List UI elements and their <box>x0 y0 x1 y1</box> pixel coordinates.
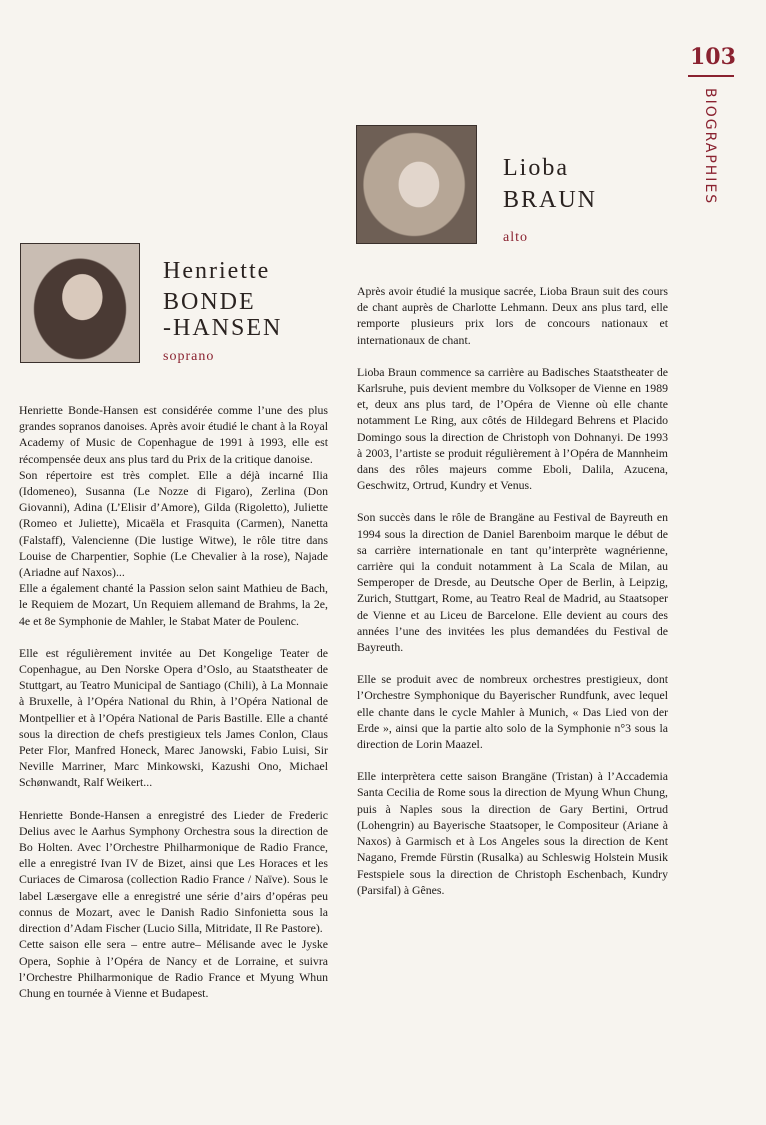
biography-henriette <box>19 402 328 1001</box>
page-number-rule <box>688 75 734 77</box>
portrait-lioba <box>356 125 477 244</box>
artist-last-name <box>163 289 282 341</box>
portrait-henriette <box>20 243 140 363</box>
artist-first-name: Lioba <box>503 155 569 181</box>
bio-paragraph: Henriette Bonde-Hansen est considérée comme l’une des plus grandes sopranos danoises. Après avoir étudié le chant à la Royal Academy of Music de Copenhague de 1991 à 1993, elle est récompensée deux ans plus tard du Prix de la critique danoise. <box>19 403 328 466</box>
bio-paragraph: Elle a également chanté la Passion selon saint Mathieu de Bach, le Requiem de Mozart, Un Requiem allemand de Brahms, la 2e, 4e et 8e Symphonie de Mahler, le Stabat Mater de Poulenc. <box>19 581 328 628</box>
bio-paragraph: Cette saison elle sera – entre autre– Mélisande avec le Jyske Opera, Sophie à l’Opéra de Nancy et de Lorraine, et suivra l’Orchestre Philharmonique de Radio France et Myung Whun Chung en tournée à Vienne et Budapest. <box>19 937 328 1000</box>
bio-paragraph: Son répertoire est très complet. Elle a déjà incarné Ilia (Idomeneo), Susanna (Le Nozze di Figaro), Zerlina (Don Giovanni), Adina (L’Elisir d’Amore), Gilda (Rigoletto), Juliette (Romeo et Juliette), Micaëla et Frasquita (Carmen), Nanetta (Falstaff), Valencienne (Die lustige Witwe), le rôle titre dans Louise de Charpentier, Sophie (Le Chevalier à la rose), Najade (Ariadne auf Naxos)... <box>19 467 328 580</box>
bio-paragraph: Henriette Bonde-Hansen a enregistré des Lieder de Frederic Delius avec le Aarhus Symphony Orchestra sous la direction de Bo Holten. Avec l’Orchestre Philharmonique de Radio France, elle a enregistré Ivan IV de Bizet, ainsi que Les Horaces et les Curiaces de Cimarosa (collection Radio France / Naïve). Sous le label Læsergave elle a enregistré une série d’airs d’opéras peu connus de Mozart, avec le Danish Radio Sinfonietta sous la direction d’Adam Fischer (Lucio Silla, Mitridate, Il Re Pastore). <box>19 807 328 936</box>
artist-first-name: Henriette <box>163 258 271 284</box>
bio-paragraph: Elle se produit avec de nombreux orchestres prestigieux, dont l’Orchestre Symphonique du Bayerischer Rundfunk, avec lequel elle chante dans le cycle Mahler à Munich, « Das Lied von der Erde », ainsi que la partie alto solo de la Symphonie n°3 sous la direction de Lorin Maazel. <box>357 672 668 752</box>
biography-lioba <box>357 283 668 898</box>
artist-last-name-line1: BONDE <box>163 289 256 315</box>
bio-paragraph: Elle interprètera cette saison Brangäne (Tristan) à l’Accademia Santa Cecilia de Rome sous la direction de Myung Whun Chung, puis à Naples sous la direction de Gary Bertini, Ortrud (Lohengrin) au Bayerische Staatsoper, le Compositeur (Ariane à Naxos) à Garmisch et à Los Angeles sous la direction de Kent Nagano, Fremde Fürstin (Rusalka) au Schleswig Holstein Musik Festspiele sous la direction de Christoph Eschenbach, Kundry (Parsifal) à Gênes. <box>357 769 668 897</box>
artist-last-name: BRAUN <box>503 187 598 213</box>
artist-voice: soprano <box>163 349 215 364</box>
artist-last-name-line2: -HANSEN <box>163 315 283 341</box>
section-tab: BIOGRAPHIES <box>702 88 718 206</box>
page-number: 103 <box>690 44 736 70</box>
bio-paragraph: Son succès dans le rôle de Brangäne au Festival de Bayreuth en 1994 sous la direction de Daniel Barenboim marque le début de sa carrière internationale en tant qu’interprète wagnérienne, carrière qui la conduit notamment à La Scala de Milan, au Semperoper de Dresde, au Deutsche Oper de Berlin, à Leipzig, Zurich, Stuttgart, Rome, au Teatro Real de Madrid, au Staatsoper de Vienne et au Liceu de Barcelone. Elle devient au cours des années l’une des invitées les plus demandées du Festival de Bayreuth. <box>357 510 668 655</box>
bio-paragraph: Elle est régulièrement invitée au Det Kongelige Teater de Copenhague, au Den Norske Opera d’Oslo, au Staatstheater de Stuttgart, au Teatro Municipal de Santiago (Chili), à La Monnaie à Bruxelle, à l’Opéra National du Rhin, à l’Opéra National de Montpellier et à l’Opéra National de Paris Bastille. Elle a chanté sous la direction de chefs prestigieux tels James Conlon, Claus Peter Flor, Manfred Honeck, Marec Janowski, Fabio Luisi, Sir Neville Marriner, Marc Minkowski, Kazushi Ono, Michael Schønwandt, Ralf Weikert... <box>19 645 328 790</box>
artist-voice: alto <box>503 230 528 245</box>
bio-paragraph: Après avoir étudié la musique sacrée, Lioba Braun suit des cours de chant auprès de Charlotte Lehmann. Deux ans plus tard, elle remporte plusieurs prix lors de concours nationaux et internationaux de chant. <box>357 284 668 347</box>
bio-paragraph: Lioba Braun commence sa carrière au Badisches Staatstheater de Karlsruhe, puis devient membre du Volksoper de Vienne en 1989 et, deux ans plus tard, de l’Opéra de Vienne où elle chante notamment Le Ring, aux côtés de Hildegard Behrens et Placido Domingo sous la direction de Christoph von Dohnanyi. De 1993 à 2003, l’artiste se produit régulièrement à l’Opéra de Mannheim dans des rôles majeurs comme Eboli, Dalila, Azucena, Geschwitz, Ortrud, Kundry et Venus. <box>357 364 668 493</box>
